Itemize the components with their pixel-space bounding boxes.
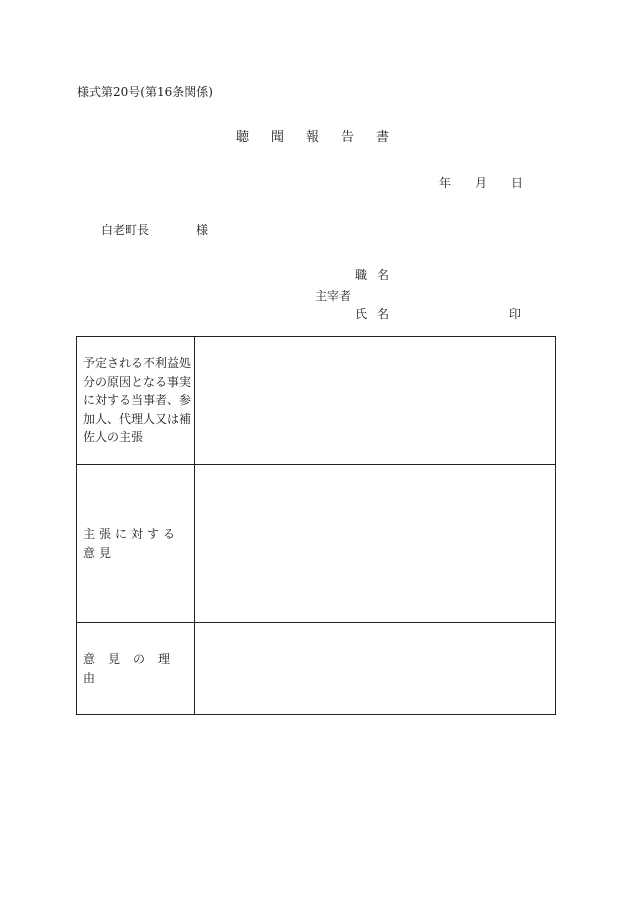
reason-entry-cell[interactable] (195, 623, 555, 714)
form-number: 様式第20号(第16条関係) (77, 85, 213, 99)
day-label: 日 (511, 176, 524, 190)
opinion-entry-cell[interactable] (195, 465, 555, 622)
month-label: 月 (475, 176, 488, 190)
addressee-suffix: 様 (196, 223, 209, 237)
title-char: 報 (306, 130, 320, 145)
seal-label: 印 (509, 307, 522, 321)
claims-entry-cell[interactable] (195, 337, 555, 464)
hearing-report-table (76, 336, 556, 715)
title-char: 聞 (271, 130, 285, 145)
table-row (77, 464, 555, 622)
row-label-cell (77, 623, 195, 714)
row-label-cell (77, 465, 195, 622)
opinion-label: 主張に対する意見 (83, 526, 180, 560)
year-label: 年 (439, 176, 452, 190)
title-char: 書 (376, 130, 390, 145)
row-label-cell (77, 337, 195, 464)
name-label: 氏名 (355, 307, 400, 321)
claims-label: 予定される不利益処 分の原因となる事実 に対する当事者、参 加人、代理人又は補 佐人の主張 (83, 356, 192, 445)
title-char: 聴 (236, 130, 250, 145)
document-title (236, 131, 411, 144)
table-row (77, 337, 555, 464)
presider-role-label: 主宰者 (315, 289, 352, 303)
date-line (439, 177, 523, 189)
addressee-name: 白老町長 (101, 223, 150, 237)
job-title-label: 職名 (355, 268, 400, 282)
table-row (77, 622, 555, 714)
reason-label: 意見の理由 (83, 651, 184, 685)
title-char: 告 (341, 130, 355, 145)
